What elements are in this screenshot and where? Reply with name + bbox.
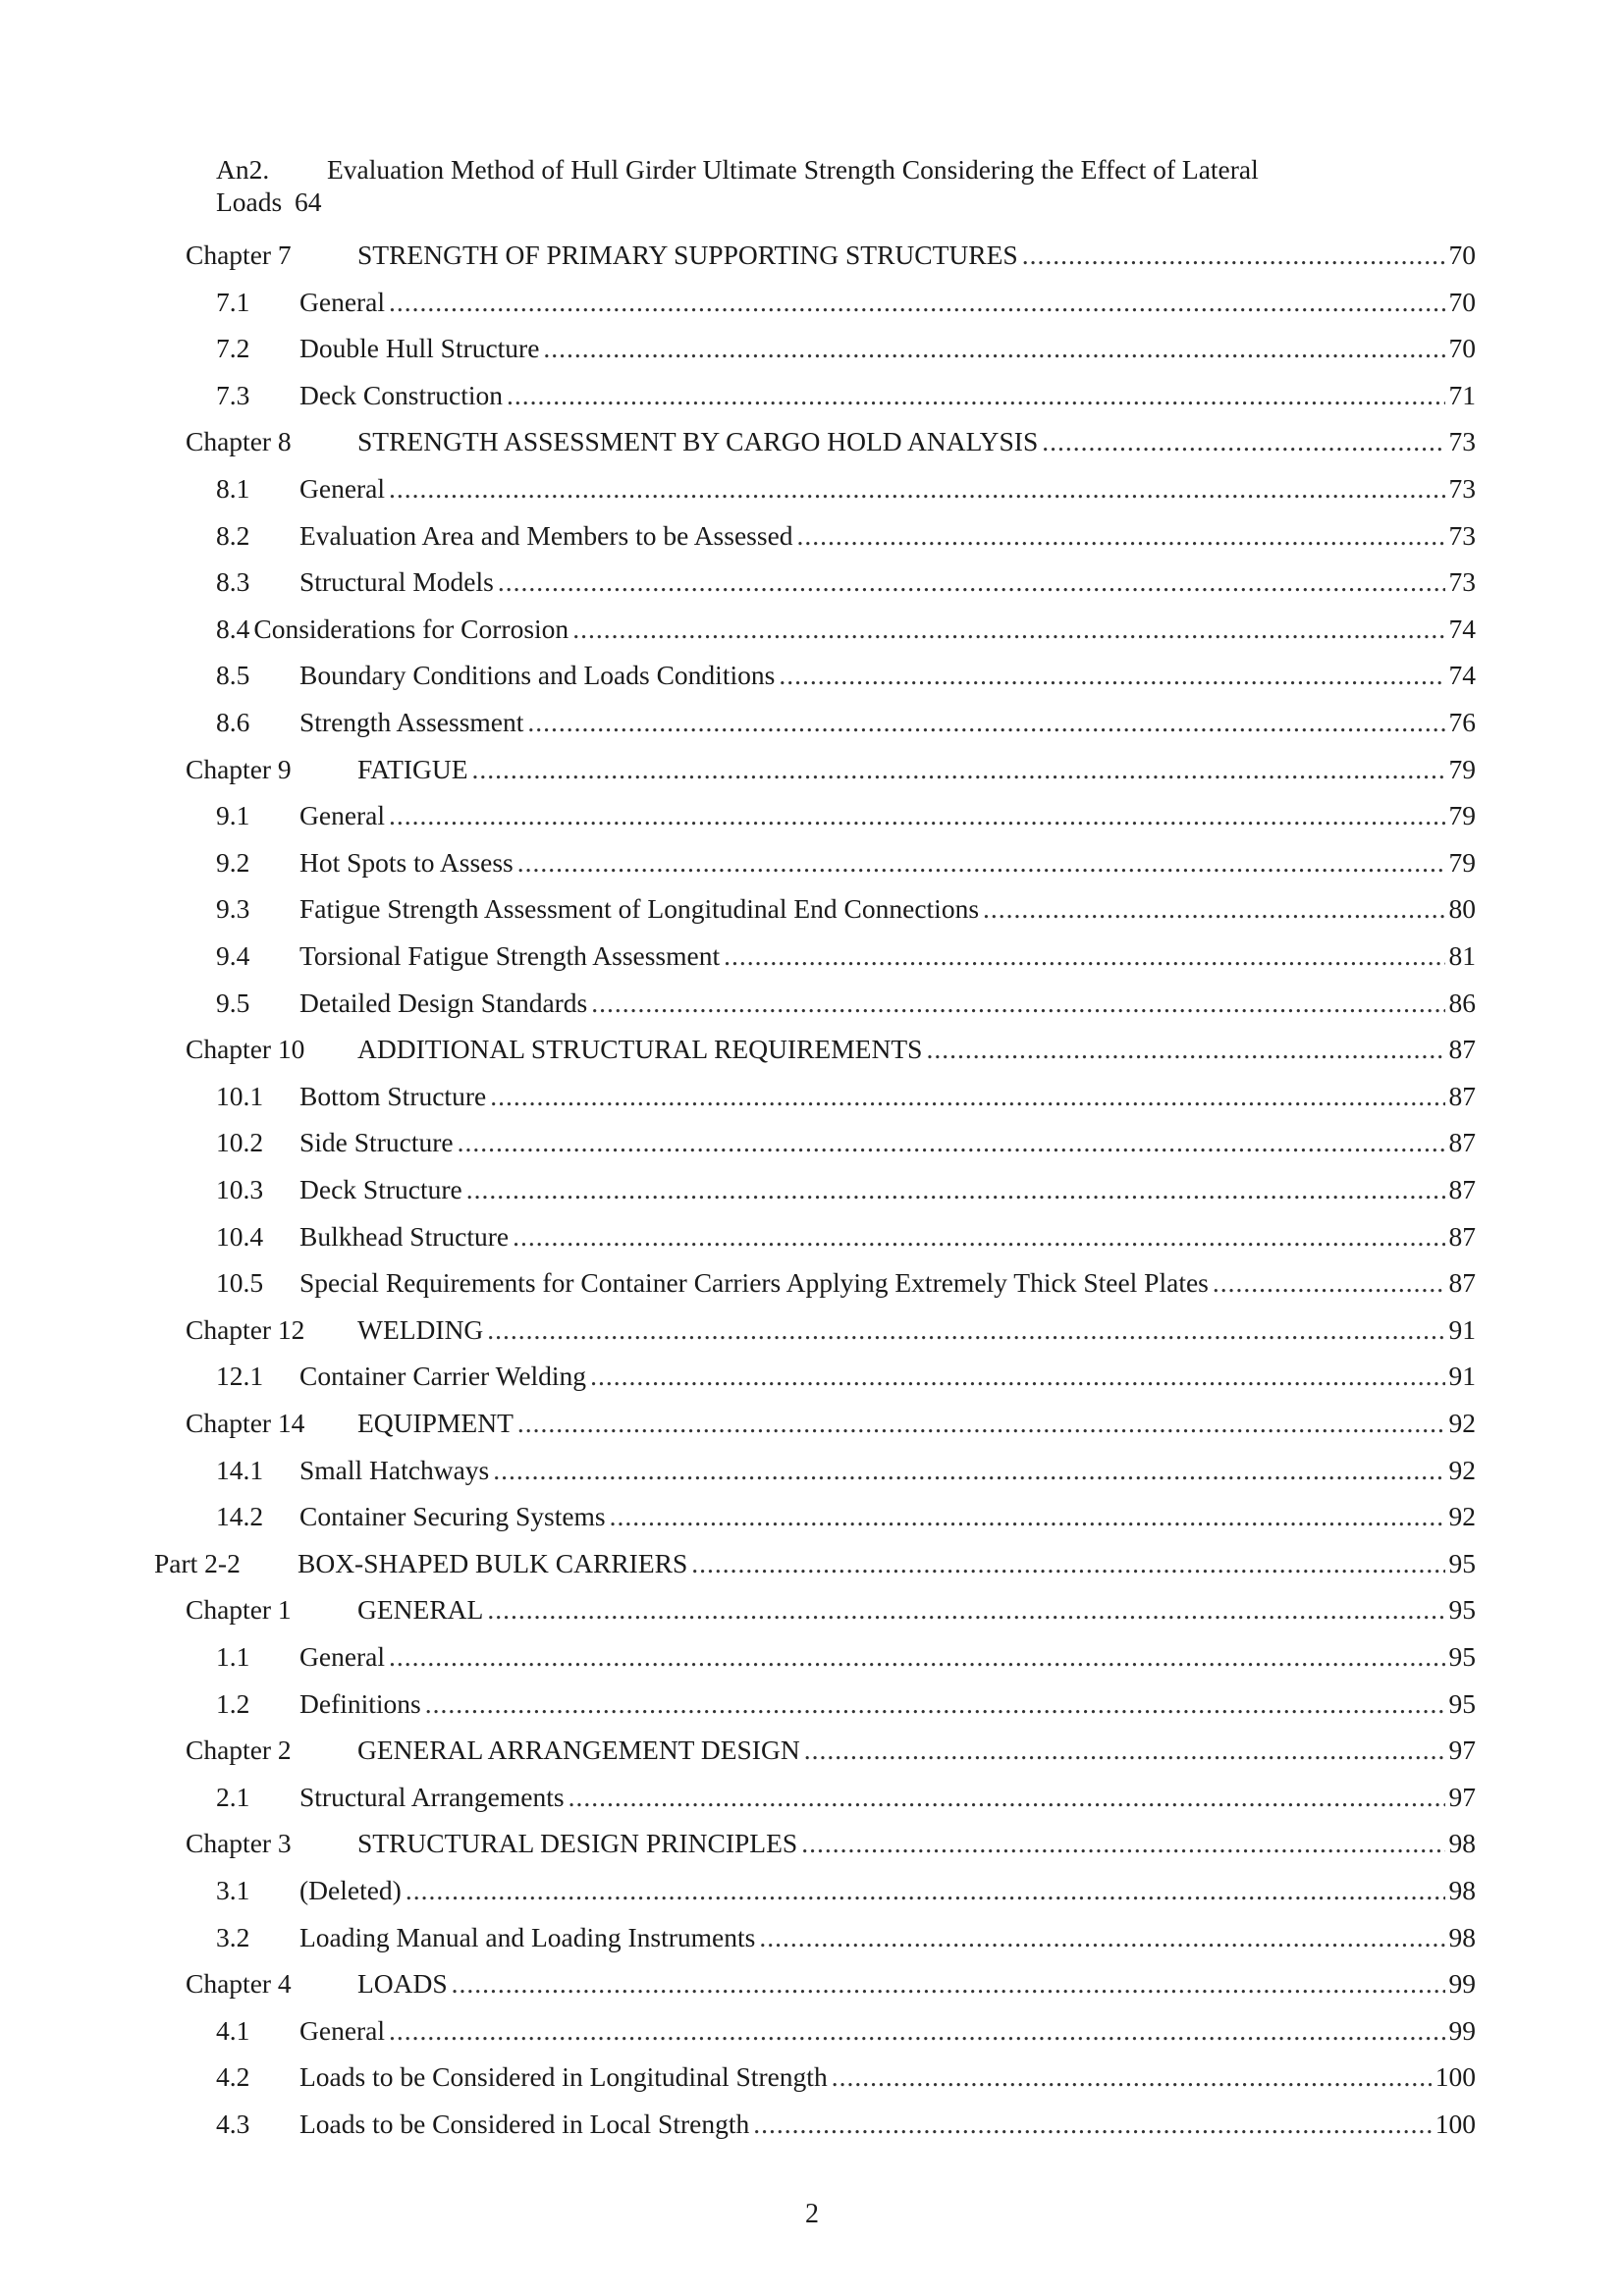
toc-entry[interactable] <box>216 1077 1476 1116</box>
toc-entry[interactable] <box>186 1030 1476 1069</box>
dot-leader <box>487 1590 1444 1629</box>
toc-entry-title: (Deleted) <box>299 1875 402 1905</box>
toc-entry-number: 8.3 <box>216 566 250 598</box>
toc-entry[interactable] <box>186 750 1476 789</box>
toc-entry-page-number: 80 <box>1448 893 1476 925</box>
toc-entry-number: 9.2 <box>216 846 250 878</box>
toc-entry[interactable] <box>216 2105 1476 2144</box>
toc-entry-page-number: 74 <box>1448 660 1476 691</box>
toc-entry-number: 4.3 <box>216 2109 250 2139</box>
an2-page-number: 64 <box>295 187 322 217</box>
toc-entry-number: 7.1 <box>216 286 250 317</box>
toc-entry-number: 2.1 <box>216 1781 250 1812</box>
toc-entry-page-number: 95 <box>1448 1547 1476 1578</box>
toc-entry-title: Hot Spots to Assess <box>299 846 514 878</box>
toc-entry-title: GENERAL <box>357 1594 484 1626</box>
toc-entry-title: WELDING <box>357 1313 484 1345</box>
dot-leader <box>1022 236 1445 275</box>
dot-leader <box>406 1871 1445 1910</box>
toc-entry-title: LOADS <box>357 1968 448 2000</box>
toc-entry-number: Chapter 12 <box>186 1313 305 1345</box>
toc-entry[interactable] <box>216 562 1476 602</box>
toc-entry-title: Structural Arrangements <box>299 1781 565 1812</box>
toc-entry-number: 9.1 <box>216 800 250 831</box>
dot-leader <box>610 1497 1445 1536</box>
page-number: 2 <box>805 2199 819 2229</box>
toc-entry[interactable] <box>216 1170 1476 1209</box>
toc-entry-number: 14.1 <box>216 1454 264 1485</box>
toc-entry[interactable] <box>216 516 1476 556</box>
toc-entry-page-number: 73 <box>1448 426 1476 457</box>
toc-entry-page-number: 95 <box>1448 1641 1476 1672</box>
toc-entry[interactable] <box>216 283 1476 322</box>
toc-entry-number: Chapter 3 <box>186 1828 292 1859</box>
toc-entry-page-number: 92 <box>1448 1501 1476 1532</box>
toc-entry-page-number: 95 <box>1448 1594 1476 1626</box>
toc-entry-title: Bulkhead Structure <box>299 1220 510 1252</box>
dot-leader <box>591 984 1444 1023</box>
toc-entry-number: 14.2 <box>216 1501 264 1532</box>
toc-entry-page-number: 71 <box>1448 379 1476 410</box>
toc-entry[interactable] <box>186 1731 1476 1770</box>
dot-leader <box>527 703 1444 742</box>
toc-entry-number: 10.3 <box>216 1174 264 1204</box>
toc-entry[interactable] <box>216 376 1476 415</box>
toc-entry-page-number: 87 <box>1448 1080 1476 1111</box>
toc-entry-page-number: 74 <box>1448 613 1476 644</box>
dot-leader <box>832 2057 1432 2097</box>
toc-entry-page-number: 100 <box>1435 2061 1476 2093</box>
toc-entry-title: Deck Construction <box>299 379 503 410</box>
dot-leader <box>779 656 1444 695</box>
dot-leader <box>389 1637 1444 1677</box>
toc-entry[interactable] <box>216 1871 1476 1910</box>
toc-entry-number: 8.1 <box>216 473 250 504</box>
dot-leader <box>724 936 1444 976</box>
toc-entry-page-number: 97 <box>1448 1781 1476 1812</box>
toc-entry-page-number: 99 <box>1448 1968 1476 2000</box>
toc-entry[interactable] <box>186 1590 1476 1629</box>
toc-entry-title: Double Hull Structure <box>299 333 540 364</box>
toc-entry-title: Loads to be Considered in Local Strength <box>299 2109 750 2139</box>
toc-entry[interactable] <box>216 889 1476 929</box>
toc-entry-number: 8.5 <box>216 660 250 691</box>
toc-entry[interactable] <box>216 469 1476 508</box>
toc-entry-title: Evaluation Area and Members to be Assessed <box>299 519 793 551</box>
toc-entry-title: Fatigue Strength Assessment of Longitudinal End Connections <box>299 893 980 925</box>
an2-title-continued: Loads <box>216 187 283 217</box>
toc-entry-page-number: 79 <box>1448 800 1476 831</box>
toc-entry-page-number: 100 <box>1435 2109 1476 2139</box>
dot-leader <box>759 1918 1444 1957</box>
toc-entry-number: 4.2 <box>216 2061 250 2093</box>
dot-leader <box>452 1964 1445 2003</box>
toc-entry[interactable] <box>216 796 1476 835</box>
toc-entry-title: BOX-SHAPED BULK CARRIERS <box>298 1547 688 1578</box>
dot-leader <box>517 843 1445 882</box>
toc-entry-page-number: 79 <box>1448 846 1476 878</box>
toc-entry-page-number: 99 <box>1448 2014 1476 2046</box>
dot-leader <box>517 1404 1445 1443</box>
toc-entry-page-number: 81 <box>1448 940 1476 971</box>
toc-entry[interactable] <box>186 236 1476 275</box>
toc-entry-number: 3.1 <box>216 1875 250 1905</box>
dot-leader <box>487 1310 1444 1350</box>
an2-title: Evaluation Method of Hull Girder Ultimate Strength Considering the Effect of Lateral <box>327 154 1259 185</box>
toc-entry[interactable] <box>216 984 1476 1023</box>
toc-entry-number: 8.2 <box>216 519 250 551</box>
dot-leader <box>572 610 1444 649</box>
toc-entry-number: Chapter 10 <box>186 1034 305 1065</box>
toc-entry-number: 4.1 <box>216 2014 250 2046</box>
toc-entry[interactable] <box>216 2011 1476 2051</box>
dot-leader <box>983 889 1444 929</box>
dot-leader <box>1042 422 1444 461</box>
dot-leader <box>425 1684 1445 1724</box>
toc-entry-title: Considerations for Corrosion <box>253 613 569 644</box>
toc-entry-title: EQUIPMENT <box>357 1408 514 1438</box>
toc-entry-number: Chapter 4 <box>186 1968 292 2000</box>
toc-entry-number: 10.4 <box>216 1220 264 1252</box>
toc-entry-page-number: 86 <box>1448 987 1476 1018</box>
toc-entry-number: Chapter 2 <box>186 1735 292 1766</box>
toc-entry-an2[interactable] <box>216 153 1483 218</box>
toc-entry-number: Chapter 14 <box>186 1408 305 1438</box>
toc-entry-title: General <box>299 800 386 831</box>
dot-leader <box>466 1170 1445 1209</box>
toc-entry-title: Torsional Fatigue Strength Assessment <box>299 940 721 971</box>
toc-entry-title: Bottom Structure <box>299 1080 487 1111</box>
dot-leader <box>389 2011 1444 2051</box>
toc-entry-page-number: 70 <box>1448 240 1476 270</box>
toc-entry-number: 3.2 <box>216 1921 250 1952</box>
toc-entry-page-number: 95 <box>1448 1687 1476 1719</box>
toc-entry-page-number: 73 <box>1448 519 1476 551</box>
toc-entry-title: Container Securing Systems <box>299 1501 606 1532</box>
dot-leader <box>1213 1263 1445 1303</box>
toc-entry-page-number: 70 <box>1448 333 1476 364</box>
toc-entry-number: 1.1 <box>216 1641 250 1672</box>
dot-leader <box>498 562 1445 602</box>
toc-entry-title: Loads to be Considered in Longitudinal Strength <box>299 2061 828 2093</box>
toc-entry-number: 7.3 <box>216 379 250 410</box>
toc-entry-title: STRENGTH ASSESSMENT BY CARGO HOLD ANALYSIS <box>357 426 1039 457</box>
toc-entry-number: 9.5 <box>216 987 250 1018</box>
toc-entry-title: Definitions <box>299 1687 421 1719</box>
toc-entry-page-number: 87 <box>1448 1220 1476 1252</box>
toc-entry-title: Special Requirements for Container Carriers Applying Extremely Thick Steel Plates <box>299 1267 1209 1299</box>
toc-entry-title: Strength Assessment <box>299 707 524 737</box>
toc-entry[interactable] <box>186 1964 1476 2003</box>
toc-entry[interactable] <box>216 1497 1476 1536</box>
toc-entry-title: FATIGUE <box>357 753 468 784</box>
toc-entry-title: STRUCTURAL DESIGN PRINCIPLES <box>357 1828 798 1859</box>
toc-entry-page-number: 73 <box>1448 566 1476 598</box>
dot-leader <box>458 1123 1445 1162</box>
toc-entry-title: Side Structure <box>299 1127 454 1158</box>
dot-leader <box>753 2105 1432 2144</box>
toc-entry[interactable] <box>216 2057 1476 2097</box>
toc-entry[interactable] <box>186 1824 1476 1863</box>
toc-entry-number: 8.4 <box>216 613 250 644</box>
toc-entry[interactable] <box>216 843 1476 882</box>
toc-entry-page-number: 79 <box>1448 753 1476 784</box>
toc-entry-page-number: 92 <box>1448 1408 1476 1438</box>
toc-entry[interactable] <box>216 329 1476 368</box>
toc-entry-page-number: 98 <box>1448 1921 1476 1952</box>
dot-leader <box>472 750 1445 789</box>
toc-entry-number: 10.5 <box>216 1267 264 1299</box>
dot-leader <box>926 1030 1444 1069</box>
toc-entry-number: 9.3 <box>216 893 250 925</box>
dot-leader <box>389 469 1444 508</box>
toc-entry-title: Deck Structure <box>299 1174 462 1204</box>
toc-entry[interactable] <box>216 1778 1476 1817</box>
toc-entry-page-number: 98 <box>1448 1828 1476 1859</box>
dot-leader <box>801 1824 1444 1863</box>
toc-entry-title: Small Hatchways <box>299 1454 490 1485</box>
toc-entry[interactable] <box>186 1310 1476 1350</box>
toc-entry[interactable] <box>216 610 1476 649</box>
dot-leader <box>568 1778 1445 1817</box>
toc-entry-number: Part 2-2 <box>154 1547 241 1578</box>
dot-leader <box>590 1357 1444 1396</box>
toc-entry-page-number: 98 <box>1448 1875 1476 1905</box>
toc-entry-number: 12.1 <box>216 1361 264 1392</box>
toc-entry[interactable] <box>216 1684 1476 1724</box>
toc-entry-number: 1.2 <box>216 1687 250 1719</box>
toc-entry-title: General <box>299 1641 386 1672</box>
toc-entry-number: Chapter 1 <box>186 1594 292 1626</box>
toc-entry-page-number: 87 <box>1448 1174 1476 1204</box>
toc-entry-title: Detailed Design Standards <box>299 987 588 1018</box>
toc-entry-page-number: 76 <box>1448 707 1476 737</box>
toc-entry[interactable] <box>216 1918 1476 1957</box>
toc-entry-page-number: 70 <box>1448 286 1476 317</box>
dot-leader <box>493 1451 1444 1490</box>
toc-entry-title: Structural Models <box>299 566 494 598</box>
toc-entry[interactable] <box>216 1263 1476 1303</box>
toc-entry-number: Chapter 8 <box>186 426 292 457</box>
dot-leader <box>490 1077 1444 1116</box>
dot-leader <box>389 796 1444 835</box>
an2-line-2 <box>216 186 1483 218</box>
toc-entry-title: Container Carrier Welding <box>299 1361 587 1392</box>
toc-entry-page-number: 87 <box>1448 1127 1476 1158</box>
an2-line-1 <box>216 153 1483 186</box>
toc-entry-number: 9.4 <box>216 940 250 971</box>
dot-leader <box>543 329 1444 368</box>
toc-entry-page-number: 91 <box>1448 1361 1476 1392</box>
toc-entry-title: General <box>299 286 386 317</box>
toc-entry[interactable] <box>216 1357 1476 1396</box>
toc-entry-number: 7.2 <box>216 333 250 364</box>
toc-entry-title: General <box>299 2014 386 2046</box>
dot-leader <box>804 1731 1445 1770</box>
toc-entry-page-number: 97 <box>1448 1735 1476 1766</box>
toc-entry-number: 10.1 <box>216 1080 264 1111</box>
toc-entry-page-number: 92 <box>1448 1454 1476 1485</box>
toc-entry-number: Chapter 7 <box>186 240 292 270</box>
dot-leader <box>513 1217 1444 1256</box>
toc-entry[interactable] <box>216 1637 1476 1677</box>
toc-entry[interactable] <box>216 703 1476 742</box>
toc-entry-number: 10.2 <box>216 1127 264 1158</box>
toc-entry[interactable] <box>216 1123 1476 1162</box>
toc-entry[interactable] <box>186 422 1476 461</box>
toc-entry[interactable] <box>154 1544 1476 1583</box>
toc-entry-page-number: 73 <box>1448 473 1476 504</box>
toc-entry-title: Boundary Conditions and Loads Conditions <box>299 660 776 691</box>
toc-entry-title: General <box>299 473 386 504</box>
toc-entry[interactable] <box>216 936 1476 976</box>
dot-leader <box>691 1544 1444 1583</box>
toc-entry-title: ADDITIONAL STRUCTURAL REQUIREMENTS <box>357 1034 923 1065</box>
an2-number: An2. <box>216 154 270 185</box>
dot-leader <box>389 283 1444 322</box>
toc-entry[interactable] <box>216 1217 1476 1256</box>
toc-entry-page-number: 91 <box>1448 1313 1476 1345</box>
dot-leader <box>507 376 1445 415</box>
toc-entry-number: 8.6 <box>216 707 250 737</box>
toc-entry-title: GENERAL ARRANGEMENT DESIGN <box>357 1735 800 1766</box>
toc-entry-page-number: 87 <box>1448 1034 1476 1065</box>
toc-entry[interactable] <box>216 1451 1476 1490</box>
toc-entry-title: STRENGTH OF PRIMARY SUPPORTING STRUCTURES <box>357 240 1018 270</box>
toc-entry-title: Loading Manual and Loading Instruments <box>299 1921 756 1952</box>
toc-entry[interactable] <box>216 656 1476 695</box>
toc-entry-number: Chapter 9 <box>186 753 292 784</box>
toc-entry-page-number: 87 <box>1448 1267 1476 1299</box>
toc-entry[interactable] <box>186 1404 1476 1443</box>
dot-leader <box>797 516 1445 556</box>
